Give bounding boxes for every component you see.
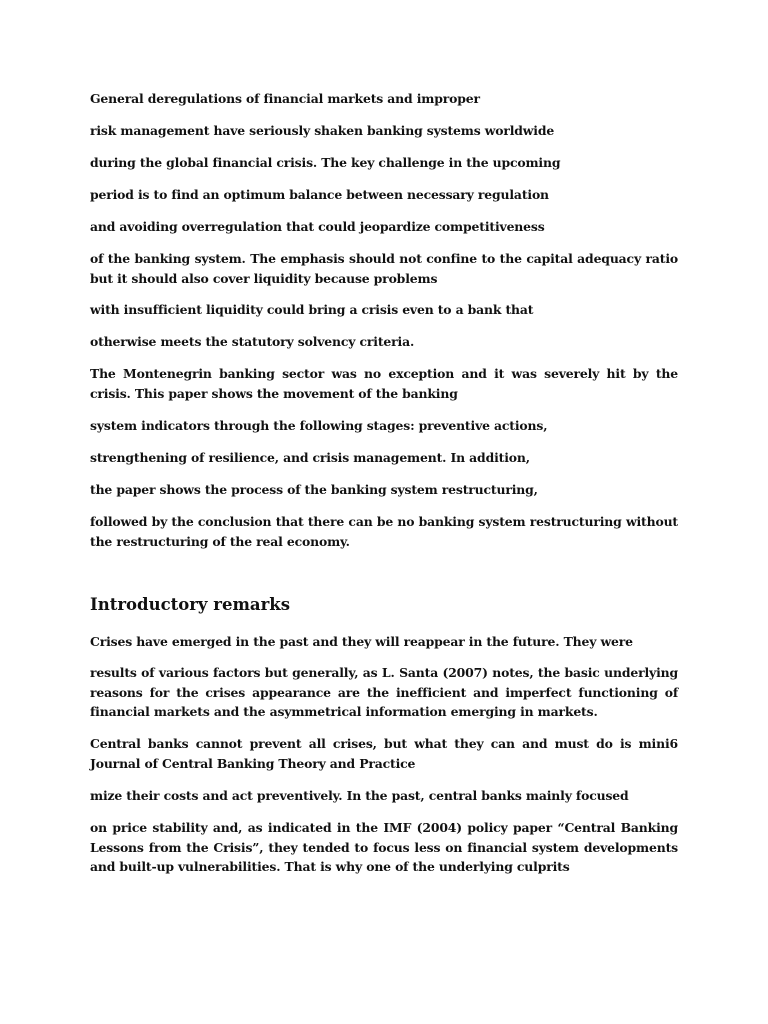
paragraph: followed by the conclusion that there can be no banking system restructuring without the restructuring of the real economy. [90, 514, 678, 549]
paragraph: otherwise meets the statutory solvency criteria. [90, 334, 415, 349]
paragraph: during the global financial crisis. The key challenge in the upcoming [90, 155, 561, 170]
paragraph: period is to find an optimum balance between necessary regulation [90, 187, 549, 202]
paragraph: system indicators through the following stages: preventive actions, [90, 418, 548, 433]
paragraph: Central banks cannot prevent all crises, but what they can and must do is mini6 Journal of Central Banking Theory and Practice [90, 736, 678, 771]
paragraph: General deregulations of financial markets and improper [90, 91, 480, 106]
paragraph: strengthening of resilience, and crisis management. In addition, [90, 450, 530, 465]
paragraph: mize their costs and act preventively. In the past, central banks mainly focused [90, 788, 629, 803]
paragraph: The Montenegrin banking sector was no exception and it was severely hit by the crisis. This paper shows the movement of the banking [90, 366, 678, 401]
paragraph: risk management have seriously shaken banking systems worldwide [90, 123, 555, 138]
paragraph: on price stability and, as indicated in the IMF (2004) policy paper “Central Banking Lessons from the Crisis”, they tended to focus less on financial system developments and built-up vulnerabilities. That is why one of the underlying culprits [90, 820, 678, 874]
paragraph: results of various factors but generally, as L. Santa (2007) notes, the basic underlying reasons for the crises appearance are the inefficient and imperfect functioning of financial markets and the asymmetrical information emerging in markets. [90, 665, 678, 719]
section-heading: Introductory remarks [90, 595, 291, 614]
paragraph: the paper shows the process of the banking system restructuring, [90, 482, 538, 497]
paragraph: and avoiding overregulation that could jeopardize competitiveness [90, 219, 545, 234]
paragraph: Crises have emerged in the past and they will reappear in the future. They were [90, 634, 633, 649]
paragraph: of the banking system. The emphasis should not confine to the capital adequacy ratio but it should also cover liquidity because problems [90, 251, 678, 286]
paragraph: with insufficient liquidity could bring a crisis even to a bank that [90, 302, 534, 317]
